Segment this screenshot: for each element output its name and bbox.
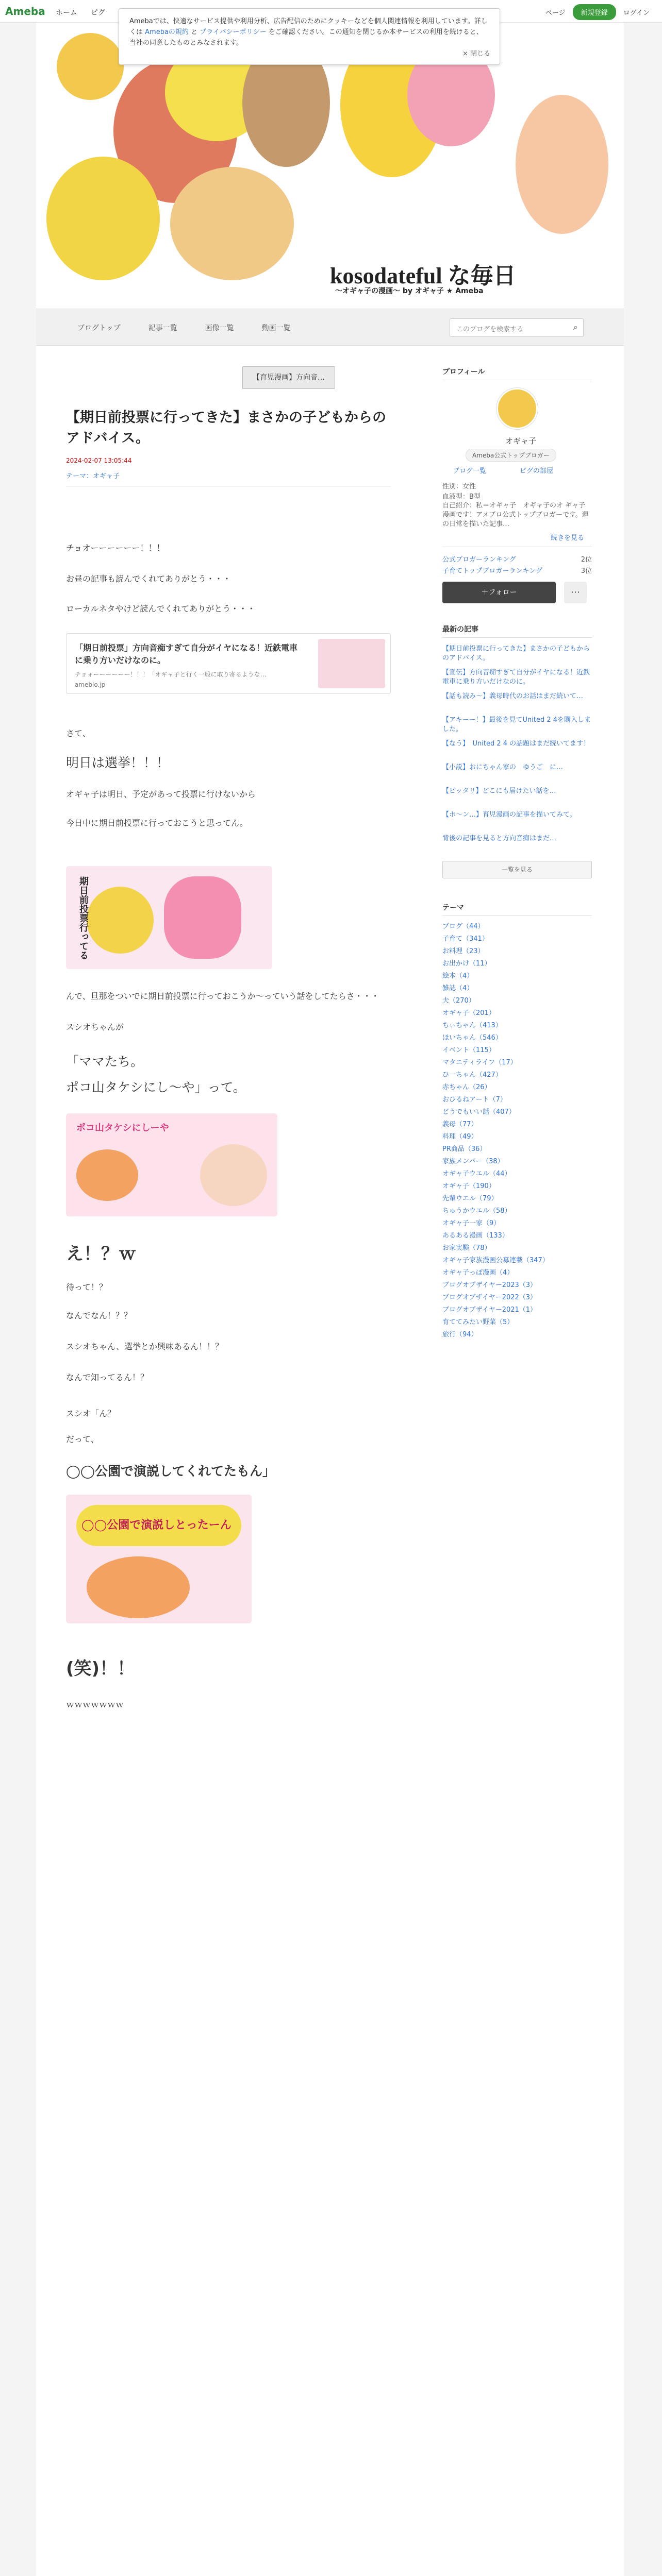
avatar[interactable] [496,388,538,429]
theme-link[interactable]: 義母（77） [442,1121,478,1128]
nav-blog-top[interactable]: ブログトップ [77,324,121,332]
entry-text: だって、 [66,1434,99,1444]
theme-link[interactable]: 育ててみたい野菜（5） [442,1318,514,1326]
blog-header [36,23,624,309]
ameba-logo[interactable]: Ameba [5,5,45,18]
nav-image-list[interactable]: 画像一覧 [205,324,234,332]
nav-home[interactable]: ホーム [56,9,77,17]
divider [66,486,391,487]
link-card[interactable] [66,633,391,694]
nav-entry-list[interactable]: 記事一覧 [148,324,177,332]
theme-link[interactable]: ブログ（44） [442,923,485,930]
theme-link[interactable]: マタニティライフ（17） [442,1059,517,1066]
blog-subtitle: 〜オギャ子の漫画〜 by オギャ子 ★ Ameba [335,287,484,295]
entry-text: ポコ山タケシにし〜や」って。 [66,1080,246,1095]
entry [66,408,391,487]
entry-theme[interactable]: テーマ：オギャ子 [66,472,120,480]
theme-link[interactable]: PR商品（36） [442,1145,487,1153]
theme-link[interactable]: 雑誌（4） [442,985,474,992]
image-caption: ポコ山タケシにしーや [76,1123,169,1133]
notice-text-c: をご確認ください。この通知を閉じるか本サービスの利用を続けると、当社の同意したものとみなされます。 [129,28,483,47]
link-card-thumbnail [318,639,385,688]
follow-button[interactable]: ＋フォロー [442,582,556,603]
ranking-value: 3位 [581,567,592,575]
theme-link[interactable]: どうでもいい話（407） [442,1108,516,1116]
more-menu-button[interactable]: ⋯ [564,582,587,603]
theme-link[interactable]: オギャ子（201） [442,1009,495,1017]
latest-entry-link[interactable]: 【宣伝】方向音痴すぎて自分がイヤになる！近鉄電車に乗り方いだけなのに。 [442,669,590,686]
entry-text: ローカルネタやけど読んでくれてありがとう・・・ [66,604,256,614]
entry-text: ◯◯公園で演説してくれてたもん」 [66,1464,275,1479]
theme-link[interactable]: 絵本（4） [442,972,474,980]
theme-link[interactable]: オギャ子（190） [442,1182,495,1190]
theme-link[interactable]: ひ一ちゃん（427） [442,1071,502,1079]
profile-info: 自己紹介：私＝オギャ子 オギャ子のオ ギャ子漫画です！アメブロ公式トップブロガーです。運の日常を描いた記事… [442,502,589,528]
blog-title[interactable]: kosodateful な毎日 [330,263,516,289]
profile-name[interactable]: オギャ子 [505,436,537,446]
theme-link[interactable]: ちぃちゃん（413） [442,1022,502,1029]
theme-link[interactable]: ブログオブザイヤー2022（3） [442,1294,537,1301]
top-right [545,4,650,20]
search-icon[interactable]: ⌕ [573,322,578,332]
page-link[interactable]: ページ [545,9,566,17]
latest-entry-link[interactable]: 【なう】 United 2 4 の話題はまだ続いてます！ [442,740,590,748]
ranking-link[interactable]: 公式ブロガーランキング [442,556,516,564]
link-card-title[interactable]: 「期日前投票」方向音痴すぎて自分がイヤになる！近鉄電車に乗り方いだけなのに。 [75,643,298,665]
theme-link[interactable]: お料理（23） [442,947,485,955]
latest-entry-link[interactable]: 【ホ〜ン…】育児漫画の記事を描いてみて。 [442,811,576,819]
latest-more-button[interactable]: 一覧を見る [442,861,592,878]
entry-text: お昼の記事も読んでくれてありがとう・・・ [66,574,231,584]
theme-link[interactable]: 子育て（341） [442,935,489,943]
image-caption: 期日前投票行ってる [78,876,89,960]
theme-link[interactable]: お家実験（78） [442,1244,491,1252]
theme-link[interactable]: あるある漫画（133） [442,1232,509,1240]
entry-text: (笑)！！ [66,1658,135,1679]
entry-text: さて、 [66,728,91,738]
ranking-value: 2位 [581,556,592,564]
latest-entry-link[interactable]: 【小説】おにちゃん家の ゆうご に… [442,764,564,771]
divider [442,637,592,638]
manga-image [66,1113,277,1216]
notice-close-button[interactable]: × 閉じる [462,50,490,58]
theme-link[interactable]: オギャ子一家（9） [442,1219,501,1227]
manga-image [66,1495,252,1623]
nav-pigg[interactable]: ピグ [91,9,105,17]
entry-text: 待って！？ [66,1282,108,1292]
theme-link[interactable]: 料理（49） [442,1133,478,1141]
theme-link[interactable]: ブログオブザイヤー2023（3） [442,1281,537,1289]
entry-text: なんで知ってるん！？ [66,1372,149,1382]
theme-link[interactable]: ブログオブザイヤー2021（1） [442,1306,537,1314]
read-more-link[interactable]: 続きを見る [551,534,585,542]
entry-text: スシオちゃん、選挙とか興味あるん！！？ [66,1342,223,1351]
image-caption: ◯◯公園で演説しとったーん [81,1519,231,1532]
privacy-link[interactable]: プライバシーポリシー [200,28,267,36]
nav-video-list[interactable]: 動画一覧 [261,324,291,332]
theme-link[interactable]: ちゅうかウエル（58） [442,1207,511,1215]
theme-link[interactable]: お出かけ（11） [442,960,491,968]
login-link[interactable]: ログイン [623,9,650,17]
entry-text: 明日は選挙！！！ [66,755,170,770]
theme-link[interactable]: オギャ子家族漫画公募連載（347） [442,1257,549,1264]
profile-heading: プロフィール [442,368,485,376]
theme-button[interactable]: 【育児漫画】方向音… [242,366,335,389]
latest-entry-link[interactable]: 【アキーー！】最後を見てUnited 2 4を購入しました。 [442,716,591,733]
entry-text: 「ママたち。 [66,1054,144,1069]
cookie-notice [119,8,500,65]
latest-entry-link[interactable]: 【話も読み～】義母時代のお話はまだ続いて… [442,692,584,700]
cartoon-illustration [170,167,294,280]
manga-image [66,866,272,969]
blog-list-link[interactable]: ブログ一覧 [453,467,487,475]
entry-title[interactable]: 【期日前投票に行ってきた】まさかの子どもからのアドバイス。 [66,410,386,446]
profile-info: 血液型：B型 [442,493,481,501]
theme-link[interactable]: 先輩ウエル（79） [442,1195,498,1202]
entry-text: え！？ｗ [66,1244,136,1264]
terms-link[interactable]: Amebaの規約 [145,28,189,36]
entry-text: オギャ子は明日、予定があって投票に行けないから [66,789,256,799]
theme-link[interactable]: イベント（115） [442,1046,495,1054]
theme-link[interactable]: 赤ちゃん（26） [442,1083,491,1091]
entry-text: スシオ「ん？ [66,1409,116,1418]
link-card-desc: チョォーーーーーー！！！「オギャ子と行く一般に取り寄るような… [75,671,267,678]
latest-entry-link[interactable]: 【ピッタリ】どこにも届けたい話を… [442,787,556,795]
latest-entry-link[interactable]: 背後の記事を見ると方向音痴はまだ… [442,835,557,842]
ranking-link[interactable]: 子育てトップブロガーランキング [442,567,542,575]
cartoon-illustration [46,157,160,280]
theme-link[interactable]: 家族メンバー（38） [442,1158,504,1165]
theme-link[interactable]: 旅行（94） [442,1331,478,1338]
entry-text: チョオーーーーーー！！！ [66,543,165,553]
cartoon-illustration [57,33,124,100]
theme-link[interactable]: 夫（270） [442,997,475,1005]
theme-link[interactable]: オギャ子っぽ漫画（4） [442,1269,514,1277]
entry-text: ｗｗｗｗｗｗｗ [66,1700,124,1709]
pigg-room-link[interactable]: ピグの部屋 [520,467,554,475]
link-card-source: ameblo.jp [75,681,106,688]
entry-text: んで、旦那をついでに期日前投票に行っておこうか～っていう話をしてたらさ・・・ [66,991,379,1001]
profile-info: 性別：女性 [442,483,476,490]
entry-date: 2024-02-07 13:05:44 [66,457,132,464]
official-badge: Ameba公式トップブロガー [466,449,556,462]
cartoon-illustration [516,95,608,234]
theme-link[interactable]: オギャ子ウエル（44） [442,1170,511,1178]
theme-heading: テーマ [442,904,464,912]
notice-text-b: と [191,28,198,36]
latest-heading: 最新の記事 [442,625,478,634]
notice-text-a: Amebaでは、快適なサービス提供や利用分析、広告配信のためにクッキーなどを個人関連情報を利用しています。詳しくは [129,18,488,36]
entry-text: スシオちゃんが [66,1022,124,1032]
theme-link[interactable]: おひるねアート（7） [442,1096,507,1104]
main-area [36,346,624,2576]
signup-button[interactable]: 新規登録 [573,4,616,20]
entry-text: なんでなん！？？ [66,1311,133,1320]
search-placeholder: このブログを検索する [456,326,524,333]
theme-link[interactable]: ほいちゃん（546） [442,1034,502,1042]
latest-entry-link[interactable]: 【期日前投票に行ってきた】まさかの子どもからのアドバイス。 [442,645,590,662]
entry-text: 今日中に期日前投票に行っておこうと思ってん。 [66,818,248,828]
blog-navbar [36,309,624,346]
blog-search-input[interactable] [450,318,584,337]
